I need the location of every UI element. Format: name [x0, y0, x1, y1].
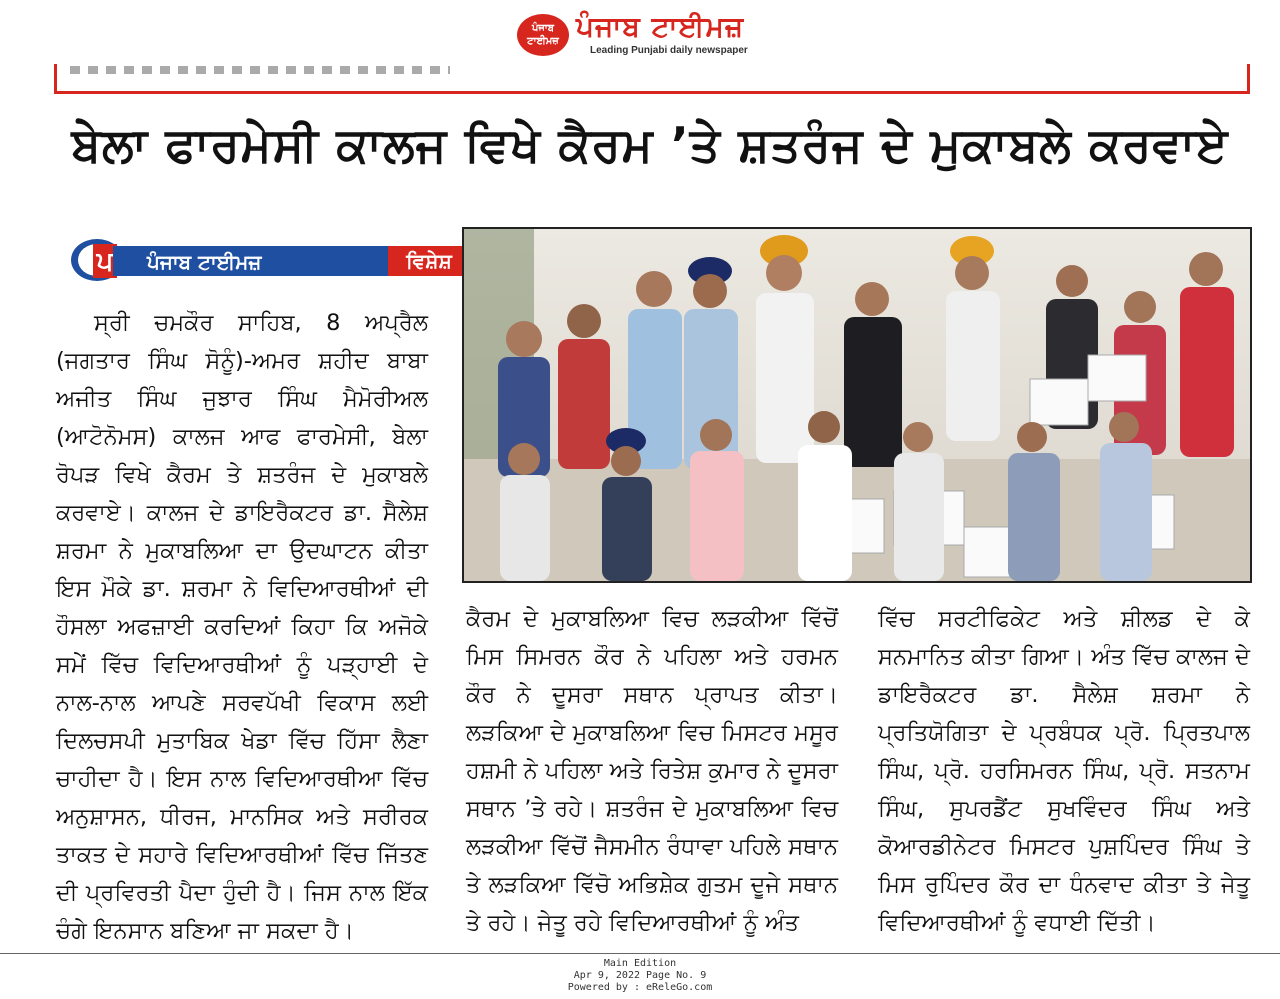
group-photo-illustration: [464, 229, 1250, 581]
cropped-text-strip: [70, 66, 450, 74]
banner-letter: ਪ: [96, 247, 114, 277]
column-3-text: ਵਿੱਚ ਸਰਟੀਫਿਕੇਟ ਅਤੇ ਸ਼ੀਲਡ ਦੇ ਕੇ ਸਨਮਾਨਿਤ ਕੀਤਾ ਗਿਆ। ਅੰਤ ਵਿੱਚ ਕਾਲਜ ਦੇ ਡਾਇਰੈਕਟਰ ਡਾ. ਸੈਲੇਸ਼ ਸ਼ਰਮਾ ਨੇ ਪ੍ਰਤਿਯੋਗਿਤਾ ਦੇ ਪ੍ਰਬੰਧਕ ਪ੍ਰੋ. ਪ੍ਰਿਤਪਾਲ ਸਿੰਘ, ਪ੍ਰੋ. ਹਰਸਿਮਰਨ ਸਿੰਘ, ਪ੍ਰੋ. ਸਤਨਾਮ ਸਿੰਘ, ਸੁਪਰਡੈਂਟ ਸੁਖਵਿੰਦਰ ਸਿੰਘ ਅਤੇ ਕੋਆਰਡੀਨੇਟਰ ਮਿਸਟਰ ਪੁਸ਼ਪਿੰਦਰ ਸਿੰਘ ਤੇ ਮਿਸ ਰੁਪਿੰਦਰ ਕੌਰ ਦਾ ਧੰਨਵਾਦ ਕੀਤਾ ਤੇ ਜੇਤੂ ਵਿਦਿਆਰਥੀਆਂ ਨੂੰ ਵਧਾਈ ਦਿੱਤੀ।: [878, 606, 1250, 936]
brand-tagline: Leading Punjabi daily newspaper: [590, 45, 748, 56]
article-column-2: [466, 600, 838, 942]
footer-powered-by: Powered by : eReleGo.com: [567, 982, 713, 993]
special-report-banner: [55, 238, 452, 282]
page-footer: [0, 958, 1280, 994]
group-photo: [462, 227, 1252, 583]
masthead: [0, 0, 1280, 60]
column-2-text: ਕੈਰਮ ਦੇ ਮੁਕਾਬਲਿਆ ਵਿਚ ਲੜਕੀਆ ਵਿੱਚੋਂ ਮਿਸ ਸਿਮਰਨ ਕੌਰ ਨੇ ਪਹਿਲਾ ਅਤੇ ਹਰਮਨ ਕੌਰ ਨੇ ਦੂਸਰਾ ਸਥਾਨ ਪ੍ਰਾਪਤ ਕੀਤਾ। ਲੜਕਿਆ ਦੇ ਮੁਕਾਬਲਿਆ ਵਿਚ ਮਿਸਟਰ ਮਸੂਰ ਹਸ਼ਮੀ ਨੇ ਪਹਿਲਾ ਅਤੇ ਰਿਤੇਸ਼ ਕੁਮਾਰ ਨੇ ਦੂਸਰਾ ਸਥਾਨ ’ਤੇ ਰਹੇ। ਸ਼ਤਰੰਜ ਦੇ ਮੁਕਾਬਲਿਆ ਵਿਚ ਲੜਕੀਆ ਵਿੱਚੋਂ ਜੈਸਮੀਨ ਰੰਧਾਵਾ ਪਹਿਲੇ ਸਥਾਨ ਤੇ ਲੜਕਿਆ ਵਿੱਚੋ ਅਭਿਸ਼ੇਕ ਗੁਤਮ ਦੂਜੇ ਸਥਾਨ ਤੇ ਰਹੇ। ਜੇਤੂ ਰਹੇ ਵਿਦਿਆਰਥੀਆਂ ਨੂੰ ਅੰਤ: [466, 606, 838, 936]
column-1-text: ਸ੍ਰੀ ਚਮਕੌਰ ਸਾਹਿਬ, 8 ਅਪ੍ਰੈਲ (ਜਗਤਾਰ ਸਿੰਘ ਸੋਨੂੰ)-ਅਮਰ ਸ਼ਹੀਦ ਬਾਬਾ ਅਜੀਤ ਸਿੰਘ ਜੁਝਾਰ ਸਿੰਘ ਮੈਮੋਰੀਅਲ (ਆਟੋਨੋਮਸ) ਕਾਲਜ ਆਫ ਫਾਰਮੇਸੀ, ਬੇਲਾ ਰੋਪੜ ਵਿਖੇ ਕੈਰਮ ਤੇ ਸ਼ਤਰੰਜ ਦੇ ਮੁਕਾਬਲੇ ਕਰਵਾਏ। ਕਾਲਜ ਦੇ ਡਾਇਰੈਕਟਰ ਡਾ. ਸੈਲੇਸ਼ ਸ਼ਰਮਾ ਨੇ ਮੁਕਾਬਲਿਆ ਦਾ ਉਦਘਾਟਨ ਕੀਤਾ ਇਸ ਮੌਕੇ ਡਾ. ਸ਼ਰਮਾ ਨੇ ਵਿਦਿਆਰਥੀਆਂ ਦੀ ਹੌਸਲਾ ਅਫਜ਼ਾਈ ਕਰਦਿਆਂ ਕਿਹਾ ਕਿ ਅਜੋਕੇ ਸਮੇਂ ਵਿੱਚ ਵਿਦਿਆਰਥੀਆਂ ਨੂੰ ਪੜ੍ਹਾਈ ਦੇ ਨਾਲ-ਨਾਲ ਆਪਣੇ ਸਰਵਪੱਖੀ ਵਿਕਾਸ ਲਈ ਦਿਲਚਸਪੀ ਮੁਤਾਬਿਕ ਖੇਡਾ ਵਿੱਚ ਹਿੱਸਾ ਲੈਣਾ ਚਾਹੀਦਾ ਹੈ। ਇਸ ਨਾਲ ਵਿਦਿਆਰਥੀਆ ਵਿੱਚ ਅਨੁਸ਼ਾਸਨ, ਧੀਰਜ, ਮਾਨਸਿਕ ਅਤੇ ਸਰੀਰਕ ਤਾਕਤ ਦੇ ਸਹਾਰੇ ਵਿਦਿਆਰਥੀਆਂ ਵਿੱਚ ਜਿੱਤਣ ਦੀ ਪ੍ਰਵਿਰਤੀ ਪੈਦਾ ਹੁੰਦੀ ਹੈ। ਜਿਸ ਨਾਲ ਇੱਕ ਚੰਗੇ ਇਨਸਾਨ ਬਣਿਆ ਜਾ ਸਕਦਾ ਹੈ।: [56, 310, 428, 944]
brand-name: ਪੰਜਾਬ ਟਾਈਮਜ਼: [576, 10, 745, 43]
logo-text-line-1: ਪੰਜਾਬ: [531, 23, 555, 34]
logo-text-line-2: ਟਾਈਮਜ਼: [527, 36, 559, 47]
banner-special-tag: ਵਿਸ਼ੇਸ਼: [388, 246, 470, 276]
footer-divider: [0, 953, 1280, 954]
article-headline: ਬੇਲਾ ਫਾਰਮੇਸੀ ਕਾਲਜ ਵਿਖੇ ਕੈਰਮ ’ਤੇ ਸ਼ਤਰੰਜ ਦੇ ਮੁਕਾਬਲੇ ਕਰਵਾਏ: [71, 118, 1229, 173]
brand-logo: [517, 14, 569, 56]
footer-edition: Main Edition: [603, 958, 677, 969]
article-column-1: [56, 304, 428, 950]
banner-publication-name: ਪੰਜਾਬ ਟਾਈਮਜ਼: [147, 250, 262, 274]
article-column-3: [878, 600, 1250, 942]
footer-date-page: Apr 9, 2022 Page No. 9: [573, 970, 707, 981]
